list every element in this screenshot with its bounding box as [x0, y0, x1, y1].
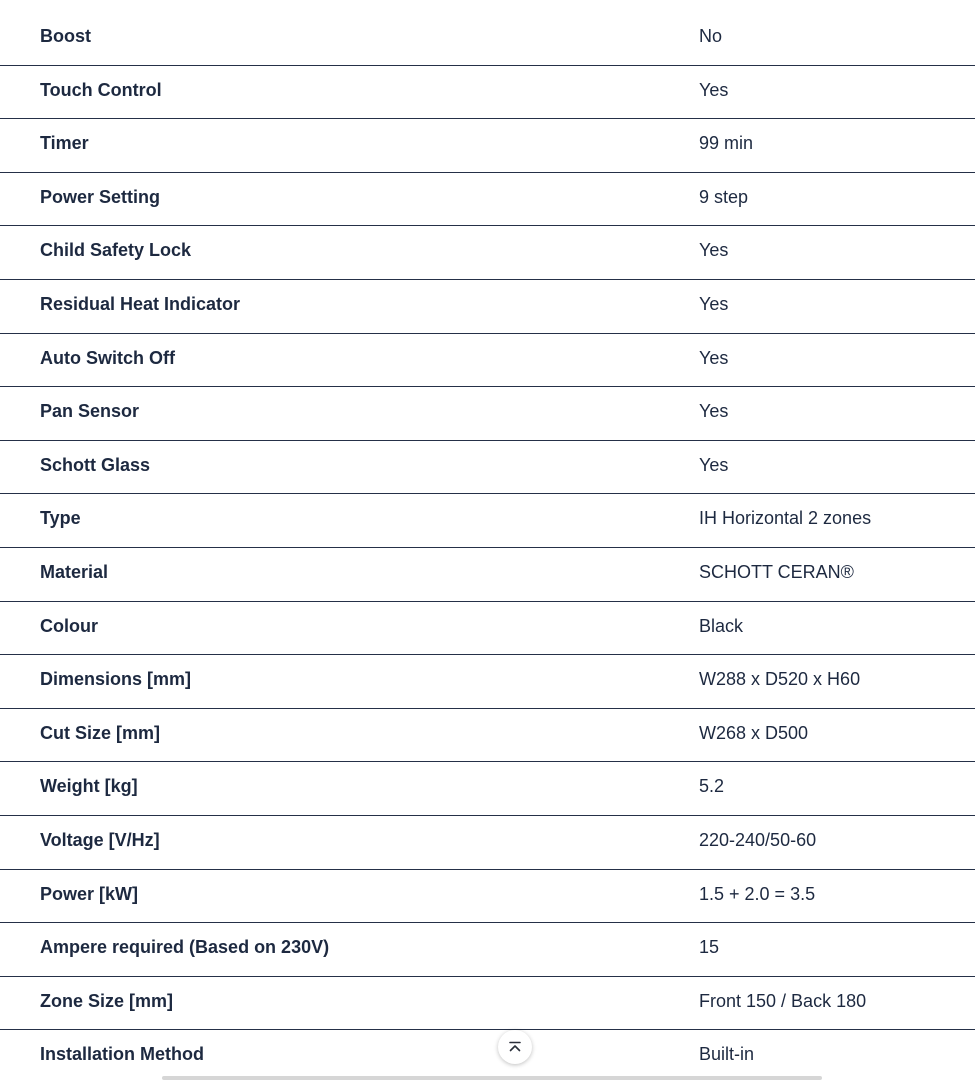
spec-row-dimensions — [0, 655, 975, 709]
spec-value: Yes — [699, 293, 729, 314]
spec-label: Zone Size [mm] — [40, 990, 174, 1011]
spec-row-zone-size — [0, 977, 975, 1031]
spec-value: 220-240/50-60 — [699, 829, 817, 850]
spec-row-installation-method — [0, 1030, 975, 1080]
spec-label: Touch Control — [40, 79, 162, 100]
spec-row-touch-control — [0, 66, 975, 120]
spec-table — [0, 12, 975, 1080]
spec-row-boost — [0, 12, 975, 66]
spec-label: Cut Size [mm] — [40, 722, 161, 743]
spec-value: Yes — [699, 240, 729, 261]
spec-value: Yes — [699, 454, 729, 475]
spec-row-schott-glass — [0, 441, 975, 495]
spec-value: 99 min — [699, 133, 754, 154]
spec-row-child-safety-lock — [0, 226, 975, 280]
spec-value: Yes — [699, 401, 729, 422]
chevron-up-to-top-icon — [508, 1040, 522, 1054]
spec-label: Type — [40, 508, 81, 529]
spec-row-type — [0, 494, 975, 548]
spec-row-auto-switch-off — [0, 334, 975, 388]
spec-label: Installation Method — [40, 1044, 204, 1065]
spec-label: Timer — [40, 133, 89, 154]
spec-row-power — [0, 870, 975, 924]
spec-value: Yes — [699, 347, 729, 368]
spec-label: Residual Heat Indicator — [40, 293, 241, 314]
spec-row-pan-sensor — [0, 387, 975, 441]
spec-value: 5.2 — [699, 776, 725, 797]
spec-row-timer — [0, 119, 975, 173]
spec-label: Schott Glass — [40, 454, 151, 475]
spec-value: IH Horizontal 2 zones — [699, 508, 872, 529]
spec-label: Ampere required (Based on 230V) — [40, 937, 330, 958]
spec-value: 1.5 + 2.0 = 3.5 — [699, 883, 816, 904]
scroll-indicator[interactable] — [162, 1076, 822, 1080]
back-to-top-button[interactable] — [498, 1030, 532, 1064]
spec-label: Dimensions [mm] — [40, 669, 192, 690]
spec-value: Built-in — [699, 1044, 755, 1065]
spec-value: SCHOTT CERAN® — [699, 561, 854, 582]
spec-label: Child Safety Lock — [40, 240, 192, 261]
spec-row-weight — [0, 762, 975, 816]
spec-value: Front 150 / Back 180 — [699, 990, 867, 1011]
spec-row-voltage — [0, 816, 975, 870]
spec-row-power-setting — [0, 173, 975, 227]
spec-row-ampere-required — [0, 923, 975, 977]
spec-label: Voltage [V/Hz] — [40, 829, 160, 850]
spec-label: Material — [40, 561, 109, 582]
spec-label: Weight [kg] — [40, 776, 138, 797]
spec-label: Auto Switch Off — [40, 347, 175, 368]
spec-row-material — [0, 548, 975, 602]
spec-row-cut-size — [0, 709, 975, 763]
spec-label: Boost — [40, 26, 91, 46]
spec-label: Colour — [40, 615, 98, 636]
spec-row-colour — [0, 602, 975, 656]
spec-label: Power Setting — [40, 186, 161, 207]
spec-value: No — [699, 26, 723, 46]
spec-value: 15 — [699, 937, 720, 958]
spec-value: Black — [699, 615, 744, 636]
spec-row-residual-heat-indicator — [0, 280, 975, 334]
spec-value: W268 x D500 — [699, 722, 809, 743]
spec-label: Pan Sensor — [40, 401, 140, 422]
spec-label: Power [kW] — [40, 883, 139, 904]
spec-value: 9 step — [699, 186, 749, 207]
spec-value: Yes — [699, 79, 729, 100]
spec-value: W288 x D520 x H60 — [699, 669, 861, 690]
